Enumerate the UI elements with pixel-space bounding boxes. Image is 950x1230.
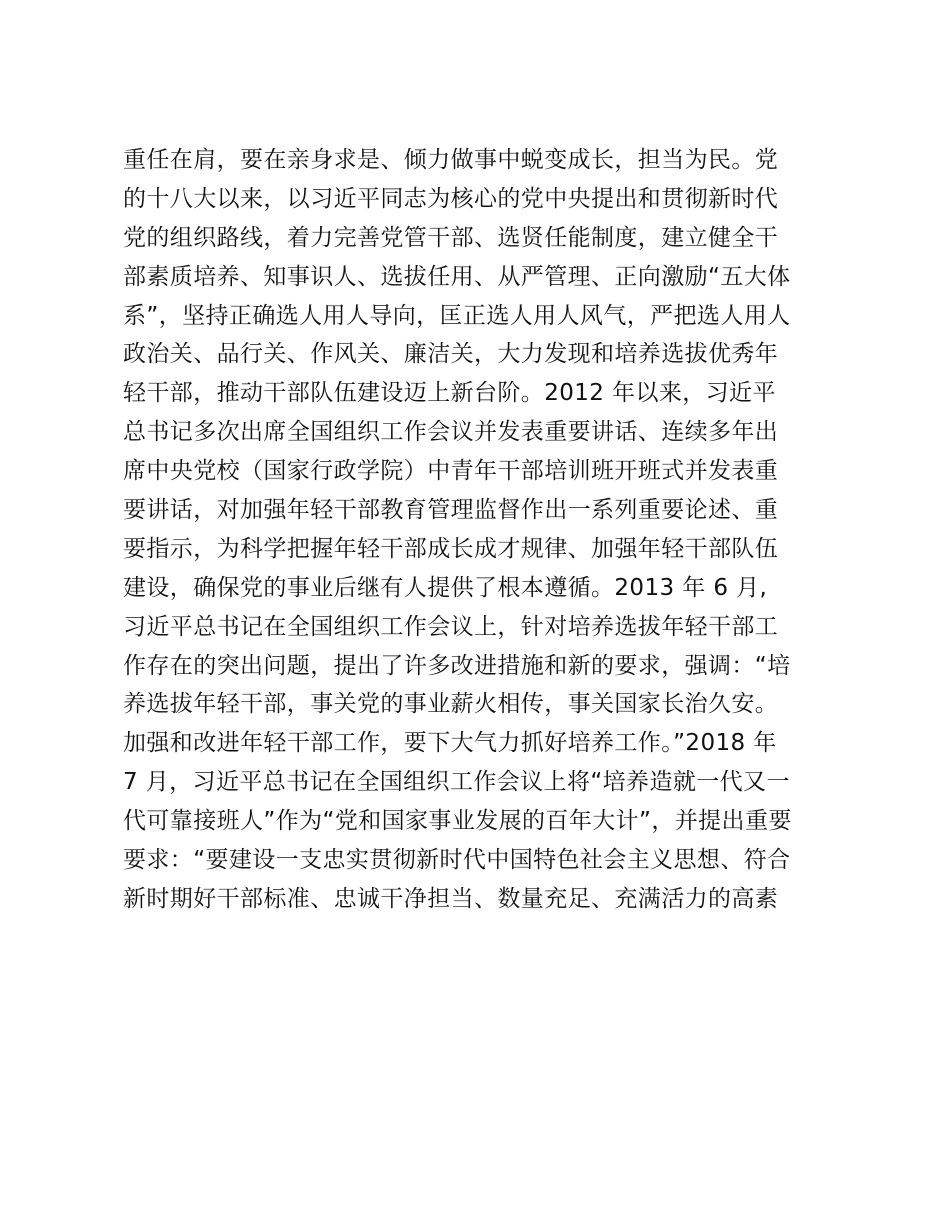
text-line: 养选拔年轻干部，事关党的事业薪火相传，事关国家长治久安。 [123,691,779,718]
text-line: 习近平总书记在全国组织工作会议上，针对培养选拔年轻干部工 [123,613,779,640]
text-line: 系”，坚持正确选人用人导向，匡正选人用人风气，严把选人用人 [123,302,791,329]
text-line: 要指示，为科学把握年轻干部成长成才规律、加强年轻干部队伍 [123,535,779,562]
text-line: 建设，确保党的事业后继有人提供了根本遵循。2013 年 6 月, [123,574,768,601]
text-line: 加强和改进年轻干部工作，要下大气力抓好培养工作。”2018 年 [123,730,777,757]
text-line: 要讲话，对加强年轻干部教育管理监督作出一系列重要论述、重 [123,497,779,524]
text-line: 重任在肩，要在亲身求是、倾力做事中蜕变成长，担当为民。党 [123,147,779,173]
text-line: 7 月，习近平总书记在全国组织工作会议上将“培养造就一代又一 [123,769,790,796]
text-line: 新时期好干部标准、忠诚干净担当、数量充足、充满活力的高素 [123,885,779,912]
text-line: 席中央党校（国家行政学院）中青年干部培训班开班式并发表重 [123,458,779,485]
text-line: 作存在的突出问题，提出了许多改进措施和新的要求，强调：“培 [123,652,791,679]
text-line: 党的组织路线，着力完善党管干部、选贤任能制度，建立健全干 [123,224,779,251]
text-line: 总书记多次出席全国组织工作会议并发表重要讲话、连续多年出 [123,419,779,446]
body-text [123,141,843,919]
text-line: 代可靠接班人”作为“党和国家事业发展的百年大计”，并提出重要 [123,808,792,835]
text-line: 轻干部，推动干部队伍建设迈上新台阶。2012 年以来，习近平 [123,380,776,407]
text-line: 的十八大以来，以习近平同志为核心的党中央提出和贯彻新时代 [123,185,779,212]
text-line: 要求：“要建设一支忠实贯彻新时代中国特色社会主义思想、符合 [123,847,791,874]
text-line: 部素质培养、知事识人、选拔任用、从严管理、正向激励“五大体 [123,263,791,290]
text-line: 政治关、品行关、作风关、廉洁关，大力发现和培养选拔优秀年 [123,341,779,368]
